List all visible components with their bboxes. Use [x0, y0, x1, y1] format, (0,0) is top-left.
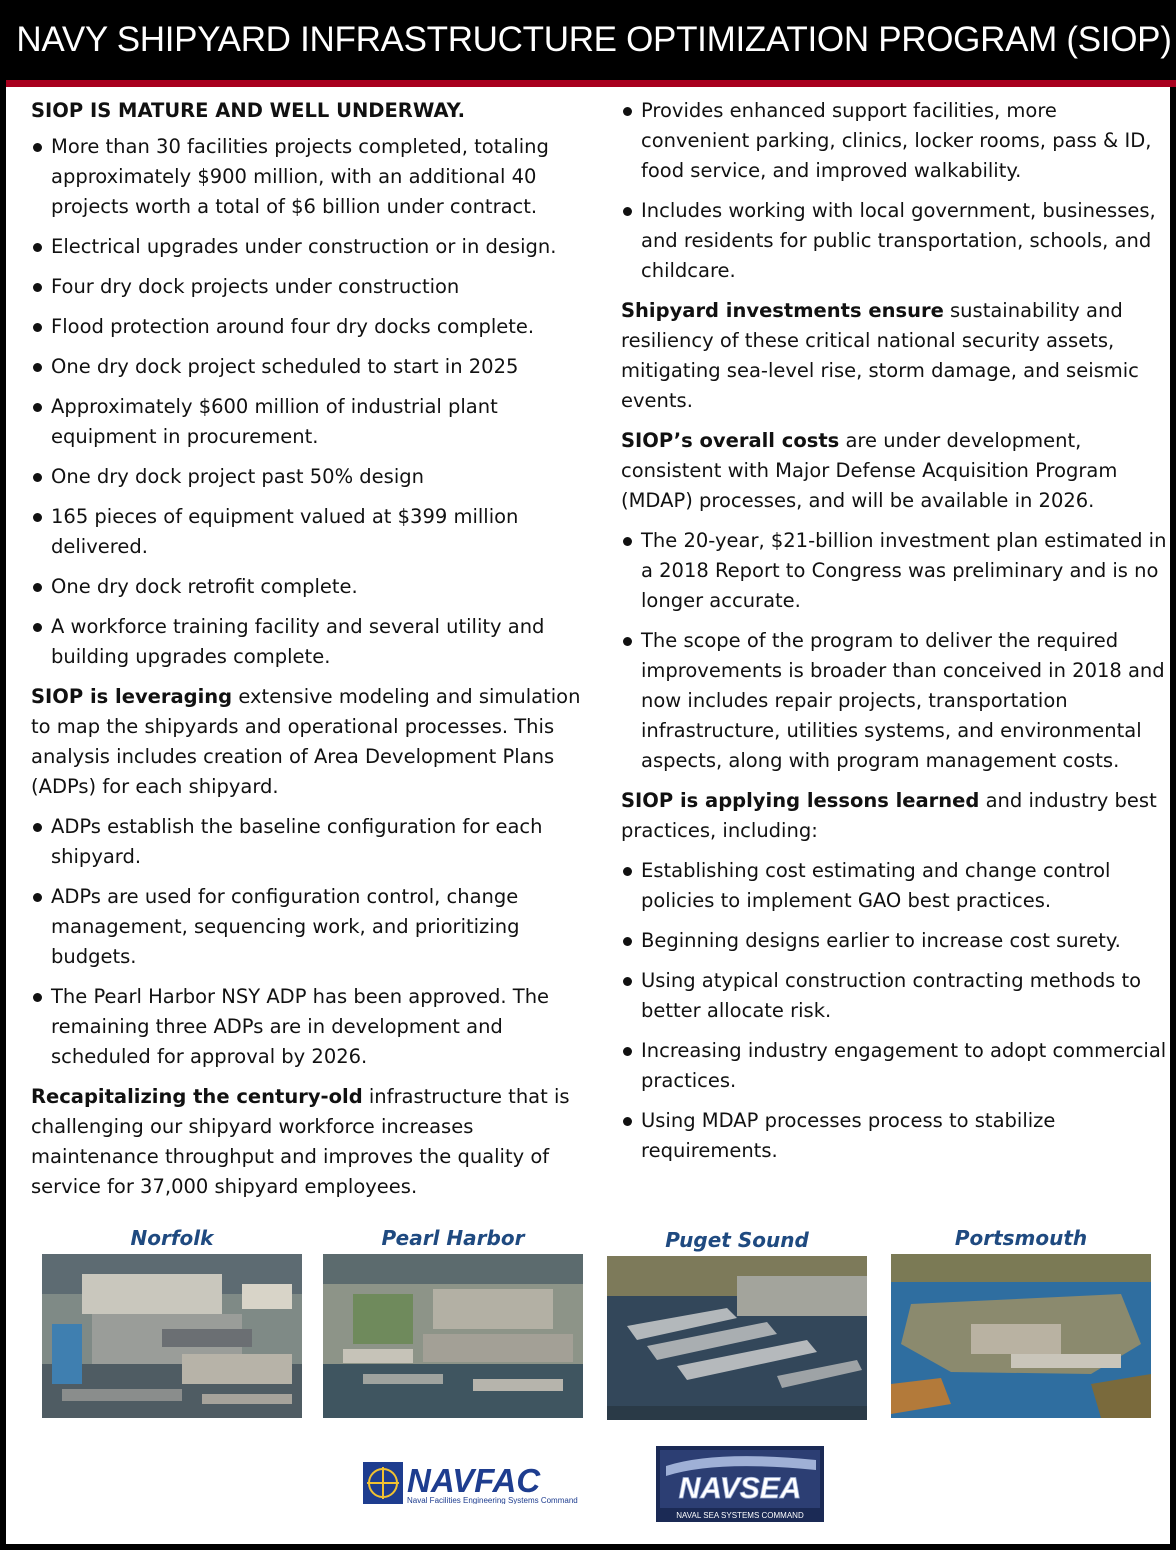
list-item: The 20-year, $21-billion investment plan estimated in a 2018 Report to Congress was preliminary and is no longer accurate.	[621, 526, 1171, 616]
shipyard-puget-sound	[607, 1226, 867, 1420]
list-item: ADPs establish the baseline configuration for each shipyard.	[31, 812, 586, 872]
list-item: Approximately $600 million of industrial plant equipment in procurement.	[31, 392, 586, 452]
paragraph-text: extensive modeling and simulation to map the shipyards and operational processes. This analysis includes creation of Area Development Plans (ADPs) for each shipyard.	[31, 685, 581, 798]
navfac-logo	[363, 1462, 598, 1504]
paragraph-lead: Recapitalizing the century-old	[31, 1085, 363, 1108]
costs-paragraph	[621, 426, 1171, 516]
list-item: A workforce training facility and several utility and building upgrades complete.	[31, 612, 586, 672]
shipyard-label: Pearl Harbor	[381, 1226, 525, 1250]
paragraph-lead: SIOP is applying lessons learned	[621, 789, 980, 812]
page-title: NAVY SHIPYARD INFRASTRUCTURE OPTIMIZATION PROGRAM (SIOP)	[6, 0, 1176, 80]
list-item: Provides enhanced support facilities, more convenient parking, clinics, locker rooms, pass & ID, food service, and improved walkability.	[621, 96, 1171, 186]
support-bullets	[621, 96, 1171, 286]
status-bullets	[31, 132, 586, 672]
navsea-logo	[656, 1446, 824, 1522]
list-item: Four dry dock projects under construction	[31, 272, 586, 302]
lessons-bullets	[621, 856, 1171, 1166]
adp-bullets	[31, 812, 586, 1072]
shipyard-pearl-harbor	[323, 1224, 583, 1418]
investments-paragraph	[621, 296, 1171, 416]
leveraging-paragraph	[31, 682, 586, 802]
shipyard-portsmouth	[891, 1224, 1151, 1418]
navfac-subtitle: Naval Facilities Engineering Systems Command	[407, 1496, 578, 1504]
paragraph-lead: Shipyard investments ensure	[621, 299, 944, 322]
list-item: The Pearl Harbor NSY ADP has been approved. The remaining three ADPs are in development and scheduled for approval by 2026.	[31, 982, 586, 1072]
lessons-paragraph	[621, 786, 1171, 846]
list-item: ADPs are used for configuration control, change management, sequencing work, and prioritizing budgets.	[31, 882, 586, 972]
costs-bullets	[621, 526, 1171, 776]
title-rule	[6, 80, 1176, 87]
navsea-wordmark: NAVSEA	[678, 1472, 802, 1505]
right-column	[621, 96, 1171, 1176]
shipyard-label: Puget Sound	[665, 1228, 809, 1252]
list-item: Increasing industry engagement to adopt commercial practices.	[621, 1036, 1171, 1096]
list-item: Electrical upgrades under construction or in design.	[31, 232, 586, 262]
navsea-subtitle: NAVAL SEA SYSTEMS COMMAND	[676, 1511, 804, 1520]
paragraph-text: sustainability and resiliency of these critical national security assets, mitigating sea-level rise, storm damage, and seismic events.	[621, 299, 1139, 412]
list-item: Using atypical construction contracting methods to better allocate risk.	[621, 966, 1171, 1026]
list-item: Beginning designs earlier to increase cost surety.	[621, 926, 1171, 956]
list-item: Using MDAP processes process to stabilize requirements.	[621, 1106, 1171, 1166]
paragraph-text: are under development, consistent with Major Defense Acquisition Program (MDAP) processes, and will be available in 2026.	[621, 429, 1118, 512]
navfac-wordmark: NAVFAC	[407, 1462, 541, 1499]
shipyard-photo	[323, 1254, 583, 1418]
list-item: Flood protection around four dry docks complete.	[31, 312, 586, 342]
list-item: One dry dock project past 50% design	[31, 462, 586, 492]
list-item: One dry dock project scheduled to start in 2025	[31, 352, 586, 382]
section-heading: SIOP IS MATURE AND WELL UNDERWAY.	[31, 99, 465, 122]
list-item: The scope of the program to deliver the required improvements is broader than conceived in 2018 and now includes repair projects, transportation infrastructure, utilities systems, and environmental aspects, along with program management costs.	[621, 626, 1171, 776]
list-item: One dry dock retrofit complete.	[31, 572, 586, 602]
shipyard-norfolk	[42, 1224, 302, 1418]
shipyard-photo	[891, 1254, 1151, 1418]
shipyard-label: Norfolk	[130, 1226, 214, 1250]
paragraph-text: and industry best practices, including:	[621, 789, 1157, 842]
list-item: 165 pieces of equipment valued at $399 million delivered.	[31, 502, 586, 562]
shipyard-photo	[607, 1256, 867, 1420]
list-item: Establishing cost estimating and change control policies to implement GAO best practices.	[621, 856, 1171, 916]
list-item: Includes working with local government, businesses, and residents for public transportation, schools, and childcare.	[621, 196, 1171, 286]
left-column	[31, 96, 586, 1212]
paragraph-lead: SIOP’s overall costs	[621, 429, 840, 452]
paragraph-text: infrastructure that is challenging our shipyard workforce increases maintenance throughput and improves the quality of service for 37,000 shipyard employees.	[31, 1085, 570, 1198]
recapitalizing-paragraph	[31, 1082, 586, 1202]
paragraph-lead: SIOP is leveraging	[31, 685, 233, 708]
shipyard-photo	[42, 1254, 302, 1418]
list-item: More than 30 facilities projects completed, totaling approximately $900 million, with an additional 40 projects worth a total of $6 billion under contract.	[31, 132, 586, 222]
shipyard-label: Portsmouth	[954, 1226, 1088, 1250]
